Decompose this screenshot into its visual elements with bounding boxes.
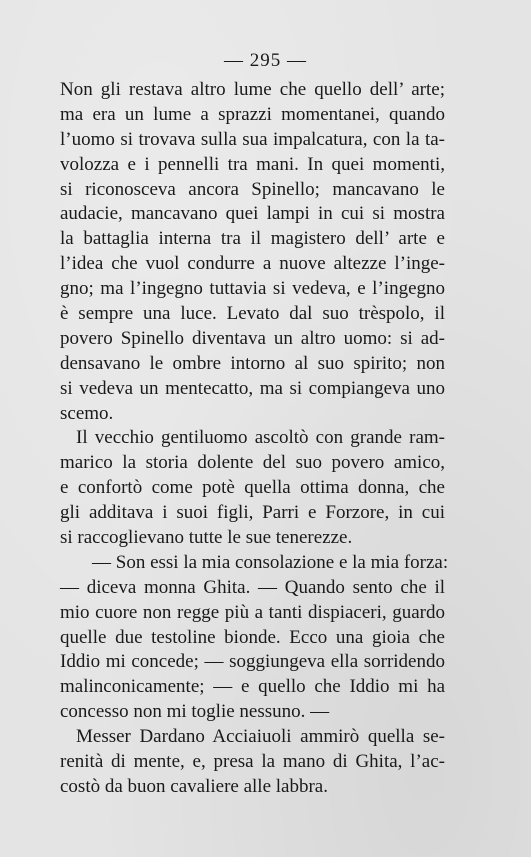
text-line: volozza e i pennelli tra mani. In quei momenti, [60, 153, 445, 175]
text-line: l’idea che vuol condurre a nuove altezze l’inge- [60, 253, 445, 275]
text-line: mio cuore non regge più a tanti dispiaceri, guardo [60, 601, 445, 623]
text-line: gli additava i suoi figli, Parri e Forzore, in cui [60, 502, 445, 524]
paragraph-end-line: costò da buon cavaliere alle labbra. [60, 775, 328, 797]
text-line: Non gli restava altro lume che quello dell’ arte; [60, 79, 445, 100]
text-line: l’uomo si trovava sulla sua impalcatura, con la ta- [60, 128, 445, 150]
paragraph-start-line: Il vecchio gentiluomo ascoltò con grande ram- [76, 427, 445, 449]
paragraph-end-line: si raccoglievano tutte le sue tenerezze. [60, 527, 353, 549]
paragraph-start-line: Messer Dardano Acciaiuoli ammirò quella se- [76, 726, 445, 748]
text-line: gno; ma l’ingegno tuttavia si vedeva, e l’ingegno [60, 278, 445, 300]
text-line: marico la storia dolente del suo povero amico, [60, 452, 445, 474]
text-line: audacie, mancavano quei lampi in cui si mostra [60, 203, 445, 225]
text-line: si vedeva un mentecatto, ma si compiangeva uno [60, 377, 445, 399]
text-line: e confortò come potè quella ottima donna, che [60, 477, 445, 499]
paragraph-end-line: scemo. [60, 402, 114, 424]
paragraph-start-line: — Son essi la mia consolazione e la mia forza: [92, 551, 449, 573]
page-number: — 295 — [224, 50, 307, 71]
text-line: la battaglia interna tra il magistero dell’ arte e [60, 228, 445, 250]
paragraph-end-line: concesso non mi toglie nessuno. — [60, 701, 330, 723]
text-line: Iddio mi concede; — soggiungeva ella sorridendo [60, 651, 445, 673]
text-line: quelle due testoline bionde. Ecco una gioia che [60, 626, 445, 648]
text-line: malinconicamente; — e quello che Iddio mi ha [60, 676, 445, 698]
text-line: è sempre una luce. Levato dal suo trèspolo, il [60, 303, 445, 325]
text-line: si riconosceva ancora Spinello; mancavano le [60, 178, 445, 200]
text-line: renità di mente, e, presa la mano di Ghita, l’ac- [60, 751, 445, 773]
text-line: densavano le ombre intorno al suo spirito; non [60, 352, 445, 374]
text-line: ma era un lume a sprazzi momentanei, quando [60, 103, 445, 125]
text-line: — diceva monna Ghita. — Quando sento che il [60, 576, 445, 598]
body-text [60, 78, 449, 800]
text-line: povero Spinello diventava un altro uomo: si ad- [60, 327, 445, 349]
